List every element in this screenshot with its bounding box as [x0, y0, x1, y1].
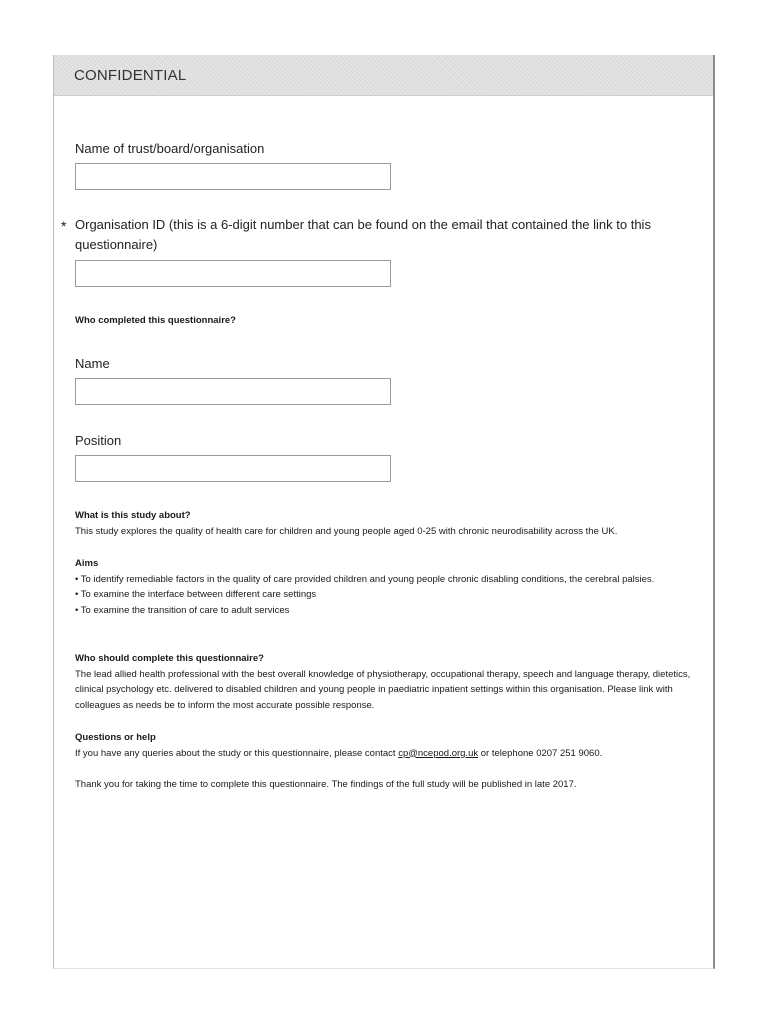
organisation-id-label: Organisation ID (this is a 6-digit number that can be found on the email that contained the link to this questionnaire) — [75, 217, 651, 252]
who-should-heading: Who should complete this questionnaire? — [75, 653, 264, 664]
help-text-before: If you have any queries about the study or this questionnaire, please contact — [75, 747, 399, 759]
form-frame — [53, 55, 715, 969]
aims-item: • To identify remediable factors in the quality of care provided children and young people chronic disabling conditions, the cerebral palsies. — [75, 573, 655, 585]
who-should-text: The lead allied health professional with the best overall knowledge of physiotherapy, occupational therapy, speech and language therapy, dietetics, clinical psychology etc. delivered to disabled children and young people in paediatric inpatient settings within this organisation. Please link with colleagues as needs be to inform the most accurate possible response. — [75, 668, 691, 711]
header-title: CONFIDENTIAL — [74, 67, 187, 84]
study-heading: What is this study about? — [75, 510, 191, 521]
help-text — [75, 746, 695, 762]
organisation-name-input[interactable] — [75, 163, 391, 190]
help-text-after: or telephone 0207 251 9060. — [478, 747, 603, 759]
required-asterisk: * — [61, 218, 67, 234]
organisation-name-label: Name of trust/board/organisation — [75, 141, 265, 156]
study-text: This study explores the quality of health care for children and young people aged 0-25 with chronic neurodisability across the UK. — [75, 525, 618, 537]
aims-item: • To examine the interface between different care settings — [75, 589, 317, 600]
organisation-id-input[interactable] — [75, 260, 391, 287]
help-section — [75, 730, 695, 761]
aims-section — [75, 556, 695, 618]
position-label: Position — [75, 433, 122, 448]
help-heading: Questions or help — [75, 732, 156, 743]
thanks-text: Thank you for taking the time to complete this questionnaire. The findings of the full study will be published in late 2017. — [75, 779, 577, 790]
name-label: Name — [75, 356, 110, 371]
confidential-header — [54, 55, 713, 96]
aims-item: • To examine the transition of care to adult services — [75, 604, 290, 616]
contact-email-link[interactable]: cp@ncepod.org.uk — [398, 747, 479, 759]
completed-by-heading: Who completed this questionnaire? — [75, 315, 236, 326]
position-input[interactable] — [75, 455, 391, 482]
name-input[interactable] — [75, 378, 391, 405]
aims-heading: Aims — [75, 558, 99, 569]
who-should-section — [75, 651, 695, 713]
study-section — [75, 508, 695, 539]
